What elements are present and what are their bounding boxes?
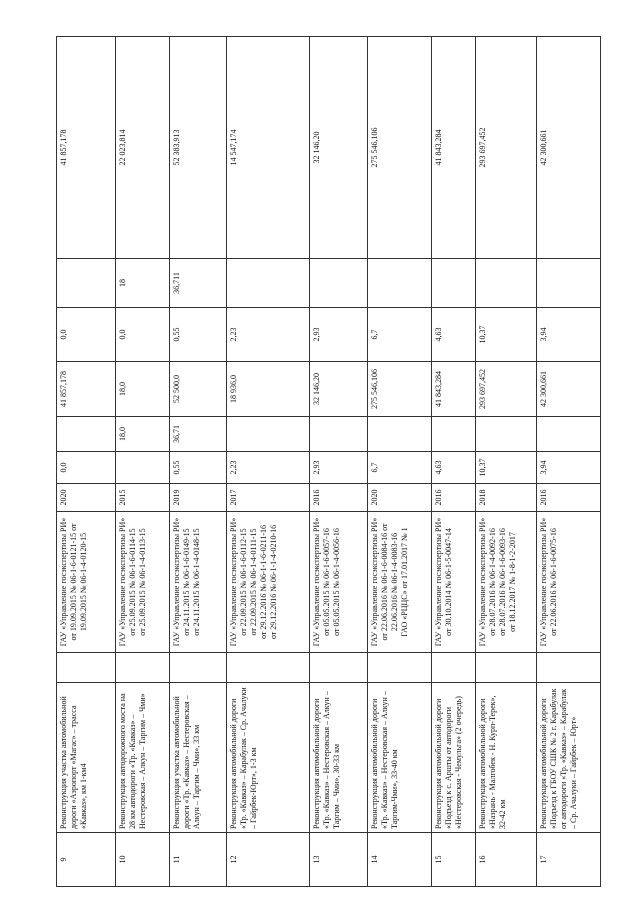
expertise-doc-line: от 25.09.2015 № 06-1-6-0114-15: [128, 528, 138, 636]
table-row: [475, 37, 536, 887]
total-cost: 18 936,0: [226, 362, 309, 417]
expertise-doc-line: от 24.11.2015 № 06-1-4-0148-15: [191, 528, 201, 636]
object-name: Реконструкция автомобильной дороги «Подъезд к с. Аршты от автодороги «Нестеровская - Чемульга» (2 очередь): [432, 683, 476, 833]
cost-value-2: [226, 259, 309, 308]
object-name: Реконструкция участка автомобильной дороги «Тр. «Кавказ» – Нестеровская – Алкун – Таргим – Чми», 33 км: [169, 683, 226, 833]
expertise-documents: [310, 512, 367, 653]
row-number: 12: [226, 833, 309, 887]
expertise-documents: [226, 512, 309, 653]
length-km: 0,55: [169, 452, 226, 484]
expertise-doc-line: от 30.10.2014 № 06-1-5-0047-14: [444, 528, 454, 636]
commissioning-year: 2017: [226, 484, 309, 512]
financing-amount: 52 383,913: [169, 37, 226, 259]
expertise-documents: [57, 512, 116, 653]
empty-cell: [57, 653, 116, 683]
row-number: 9: [57, 833, 116, 887]
total-cost: 52 500,0: [169, 362, 226, 417]
expertise-documents: [116, 512, 169, 653]
cost-value-2: [475, 259, 536, 308]
expertise-doc-line: от 22.06.2016 № 06-1-6-0075-16: [549, 528, 559, 636]
total-cost: 293 697,452: [475, 362, 536, 417]
commissioning-year: 2018: [475, 484, 536, 512]
table-row: [226, 37, 309, 887]
total-cost: 275 546,106: [367, 362, 432, 417]
expertise-doc-line: от 18.12.2017 № 1-8-1-2-2017: [507, 532, 517, 632]
commissioning-year: 2016: [310, 484, 367, 512]
empty-cell: [116, 653, 169, 683]
total-cost: 32 146,20: [310, 362, 367, 417]
length-km-2: 2,23: [226, 308, 309, 362]
cost-value-2: [57, 259, 116, 308]
expertise-doc-line: от 24.11.2015 № 06-1-6-0149-15: [181, 528, 191, 636]
expertise-documents: [432, 512, 476, 653]
length-km-2: 10,37: [475, 308, 536, 362]
length-km-2: 0,0: [57, 308, 116, 362]
cost-value-1: [537, 417, 601, 452]
expertise-doc-line: от 22.06.2016 № 06-1-6-0084-16 от 22.06.2016 № 06-1-4-0083-16: [379, 523, 399, 641]
empty-cell: [226, 653, 309, 683]
length-km: 4,63: [432, 452, 476, 484]
commissioning-year: 2019: [169, 484, 226, 512]
commissioning-year: 2020: [57, 484, 116, 512]
table-body: [57, 37, 601, 887]
expertise-org: ГАУ «Управление госэкспертизы РИ»: [434, 517, 444, 647]
object-name: Реконструкция автодорожного моста на 28 км автодороги «Тр. «Кавказ» – Нестеровская – Алкун – Таргим – Чми»: [116, 683, 169, 833]
expertise-org: ГАУ «Управление госэкспертизы РИ»: [539, 517, 549, 647]
table-row: [537, 37, 601, 887]
financing-amount: 32 146,20: [310, 37, 367, 259]
cost-value-1: [475, 417, 536, 452]
length-km-2: 0,0: [116, 308, 169, 362]
table-row: [432, 37, 476, 887]
expertise-doc-line: от 22.09.2015 № 06-1-4-0111-15: [248, 528, 258, 636]
expertise-doc-line: от 28.07.2016 № 06-1-6-0093-16: [497, 528, 507, 636]
expertise-org: ГАУ «Управление госэкспертизы РИ»: [477, 517, 487, 647]
expertise-org: ГАУ «Управление госэкспертизы РИ»: [312, 517, 322, 647]
table-row: [367, 37, 432, 887]
expertise-doc-line: от 28.07.2016 № 06-1-4-0092-16: [487, 528, 497, 636]
expertise-doc-line: от 29.12.2016 № 06-1-1-6-0211-16: [258, 524, 268, 640]
financing-amount: 14 547,174: [226, 37, 309, 259]
financing-amount: 293 697,452: [475, 37, 536, 259]
length-km: 6,7: [367, 452, 432, 484]
object-name: Реконструкция автомобильной дороги «Тр. «Кавказ» – Нестеровская – Алкун – Таргим – Чми», 30-33 км: [310, 683, 367, 833]
object-name: Реконструкция автомобильной дороги «Тр. «Кавказ» – Нестеровская – Алкун – Таргим-Чми», 33-40 км: [367, 683, 432, 833]
length-km-2: 2,93: [310, 308, 367, 362]
total-cost: 42 300,661: [537, 362, 601, 417]
empty-cell: [169, 653, 226, 683]
row-number: 14: [367, 833, 432, 887]
length-km: 3,94: [537, 452, 601, 484]
row-number: 10: [116, 833, 169, 887]
total-cost: 41 857,178: [57, 362, 116, 417]
length-km-2: 3,94: [537, 308, 601, 362]
expertise-doc-line: от 05.05.2015 № 06-1-6-0057-16: [322, 528, 332, 636]
empty-cell: [432, 653, 476, 683]
empty-cell: [310, 653, 367, 683]
expertise-doc-line: от 05.05.2015 № 06-1-4-0056-16: [332, 528, 342, 636]
cost-value-2: [367, 259, 432, 308]
length-km: 2,93: [310, 452, 367, 484]
expertise-documents: [475, 512, 536, 653]
cost-value-1: 36,71: [169, 417, 226, 452]
empty-cell: [537, 653, 601, 683]
expertise-documents: [367, 512, 432, 653]
row-number: 13: [310, 833, 367, 887]
length-km: 0,0: [57, 452, 116, 484]
expertise-doc-line: ГАО «РЦЦС» от 17.01.2017 № 1: [399, 527, 409, 637]
expertise-org: ГАУ «Управление госэкспертизы РИ»: [171, 517, 181, 647]
row-number: 16: [475, 833, 536, 887]
object-name: Реконструкция автомобильной дороги «Назрань - Малгобек - Н. Курп-Терек», 32-42 км: [475, 683, 536, 833]
cost-value-2: [310, 259, 367, 308]
cost-value-1: [367, 417, 432, 452]
table-row: [116, 37, 169, 887]
object-name: Реконструкция автомобильной дороги «Подъезд к ГБОУ СШК № 2 г. Карабулак от автодороги «Тр. «Кавказ» – Карабулак – Ср. Ачалуки – Гайрбек – Юрт»: [537, 683, 601, 833]
commissioning-year: 2015: [116, 484, 169, 512]
expertise-documents: [169, 512, 226, 653]
row-number: 11: [169, 833, 226, 887]
length-km-2: 6,7: [367, 308, 432, 362]
expertise-org: ГАУ «Управление госэкспертизы РИ»: [369, 517, 379, 647]
financing-amount: 42 300,661: [537, 37, 601, 259]
empty-cell: [475, 653, 536, 683]
table-row: [169, 37, 226, 887]
length-km-2: 0,55: [169, 308, 226, 362]
cost-value-1: [432, 417, 476, 452]
cost-value-2: [432, 259, 476, 308]
total-cost: 41 843,284: [432, 362, 476, 417]
expertise-doc-line: от 29.12.2016 № 06-1-1-4-0210-16: [268, 524, 278, 640]
cost-value-2: [537, 259, 601, 308]
cost-value-1: [310, 417, 367, 452]
expertise-org: ГАУ «Управление госэкспертизы РИ»: [59, 517, 68, 647]
cost-value-1: [57, 417, 116, 452]
length-km-2: 4,63: [432, 308, 476, 362]
cost-value-1: 18,0: [116, 417, 169, 452]
rotated-table-wrapper: [56, 37, 601, 887]
expertise-org: ГАУ «Управление госэкспертизы РИ»: [118, 517, 128, 647]
length-km: 10,37: [475, 452, 536, 484]
expertise-doc-line: от 25.09.2015 № 06-1-4-0113-15: [138, 528, 148, 636]
cost-value-1: [226, 417, 309, 452]
cost-value-2: 36,711: [169, 259, 226, 308]
cost-value-2: 18: [116, 259, 169, 308]
object-name: Реконструкция автомобильной дороги «Тр. «Кавказ» – Карабулак – Ср. Ачалуки – Гайрбек-Юрт», 1-3 км: [226, 683, 309, 833]
object-name: Реконструкция участка автомобильной дороги «Аэропорт «Магас» – трасса «Кавказ», км 1-км4: [57, 683, 116, 833]
length-km: [116, 452, 169, 484]
financing-amount: 41 857,178: [57, 37, 116, 259]
financing-amount: 41 843,284: [432, 37, 476, 259]
commissioning-year: 2020: [367, 484, 432, 512]
expertise-documents: [537, 512, 601, 653]
row-number: 17: [537, 833, 601, 887]
financing-amount: 275 546,106: [367, 37, 432, 259]
commissioning-year: 2016: [432, 484, 476, 512]
total-cost: 18,0: [116, 362, 169, 417]
table-row: [310, 37, 367, 887]
empty-cell: [367, 653, 432, 683]
commissioning-year: 2016: [537, 484, 601, 512]
objects-table: [56, 36, 601, 887]
row-number: 15: [432, 833, 476, 887]
financing-amount: 22 023,814: [116, 37, 169, 259]
expertise-org: ГАУ «Управление госэкспертизы РИ»: [228, 517, 238, 647]
expertise-doc-line: от 22.09.2015 № 06-1-6-0112-15: [238, 528, 248, 636]
table-row: [57, 37, 116, 887]
expertise-doc-line: от 19.09.2015 № 06-1-6-0121-15 от 19.09.2015 № 06-1-4-0120-15: [69, 523, 88, 641]
length-km: 2,23: [226, 452, 309, 484]
